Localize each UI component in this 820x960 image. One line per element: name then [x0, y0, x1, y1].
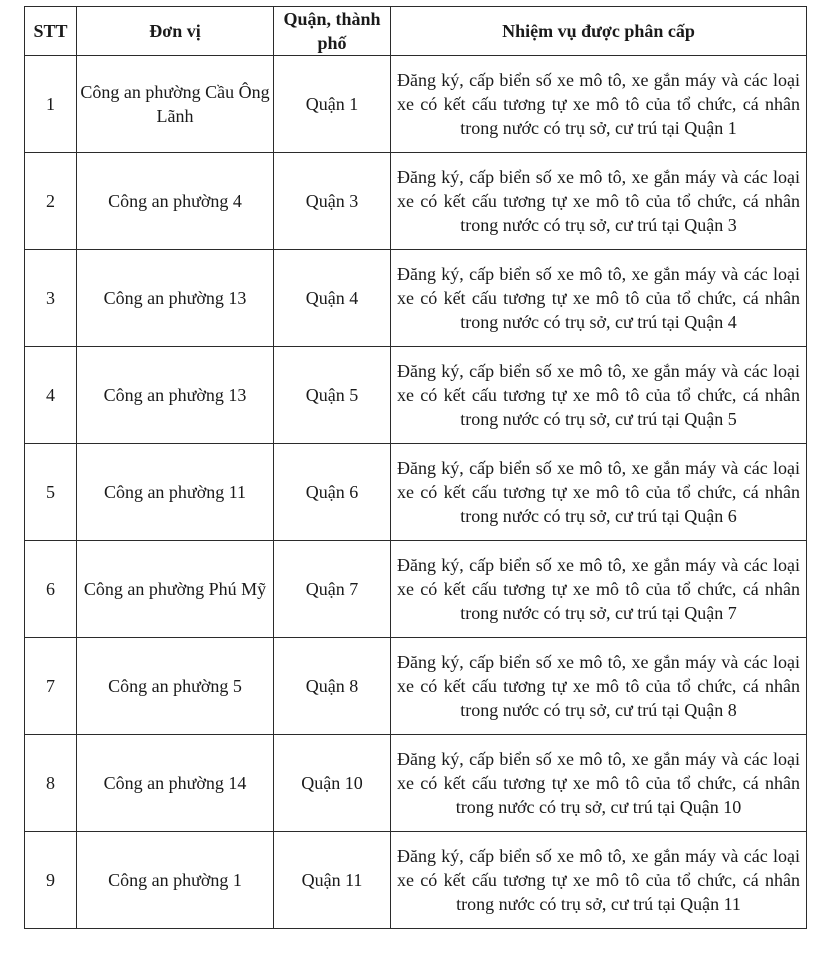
- cell-task: Đăng ký, cấp biển số xe mô tô, xe gắn máy và các loại xe có kết cấu tương tự xe mô tô của tổ chức, cá nhân trong nước có trụ sở, cư trú tại Quận 11: [391, 832, 807, 929]
- cell-district: Quận 7: [274, 541, 391, 638]
- cell-district: Quận 1: [274, 56, 391, 153]
- cell-district: Quận 5: [274, 347, 391, 444]
- cell-unit: Công an phường Cầu Ông Lãnh: [77, 56, 274, 153]
- cell-unit: Công an phường 14: [77, 735, 274, 832]
- cell-stt: 8: [25, 735, 77, 832]
- cell-task: Đăng ký, cấp biển số xe mô tô, xe gắn máy và các loại xe có kết cấu tương tự xe mô tô của tổ chức, cá nhân trong nước có trụ sở, cư trú tại Quận 1: [391, 56, 807, 153]
- cell-district: Quận 4: [274, 250, 391, 347]
- cell-stt: 5: [25, 444, 77, 541]
- table-row: [25, 638, 807, 735]
- cell-unit: Công an phường 13: [77, 250, 274, 347]
- cell-task: Đăng ký, cấp biển số xe mô tô, xe gắn máy và các loại xe có kết cấu tương tự xe mô tô của tổ chức, cá nhân trong nước có trụ sở, cư trú tại Quận 6: [391, 444, 807, 541]
- cell-unit: Công an phường Phú Mỹ: [77, 541, 274, 638]
- cell-district: Quận 3: [274, 153, 391, 250]
- table-row: [25, 250, 807, 347]
- cell-unit: Công an phường 4: [77, 153, 274, 250]
- cell-unit: Công an phường 5: [77, 638, 274, 735]
- table-row: [25, 735, 807, 832]
- cell-task: Đăng ký, cấp biển số xe mô tô, xe gắn máy và các loại xe có kết cấu tương tự xe mô tô của tổ chức, cá nhân trong nước có trụ sở, cư trú tại Quận 8: [391, 638, 807, 735]
- cell-stt: 9: [25, 832, 77, 929]
- table-row: [25, 541, 807, 638]
- cell-unit: Công an phường 1: [77, 832, 274, 929]
- header-district: Quận, thành phố: [274, 7, 391, 56]
- cell-task: Đăng ký, cấp biển số xe mô tô, xe gắn máy và các loại xe có kết cấu tương tự xe mô tô của tổ chức, cá nhân trong nước có trụ sở, cư trú tại Quận 4: [391, 250, 807, 347]
- cell-stt: 2: [25, 153, 77, 250]
- cell-stt: 3: [25, 250, 77, 347]
- cell-task: Đăng ký, cấp biển số xe mô tô, xe gắn máy và các loại xe có kết cấu tương tự xe mô tô của tổ chức, cá nhân trong nước có trụ sở, cư trú tại Quận 10: [391, 735, 807, 832]
- header-unit: Đơn vị: [77, 7, 274, 56]
- table-row: [25, 153, 807, 250]
- cell-stt: 1: [25, 56, 77, 153]
- table-row: [25, 444, 807, 541]
- header-task: Nhiệm vụ được phân cấp: [391, 7, 807, 56]
- cell-district: Quận 6: [274, 444, 391, 541]
- header-stt: STT: [25, 7, 77, 56]
- table-header-row: [25, 7, 807, 56]
- delegation-table: [24, 6, 807, 929]
- cell-task: Đăng ký, cấp biển số xe mô tô, xe gắn máy và các loại xe có kết cấu tương tự xe mô tô của tổ chức, cá nhân trong nước có trụ sở, cư trú tại Quận 7: [391, 541, 807, 638]
- cell-district: Quận 8: [274, 638, 391, 735]
- cell-unit: Công an phường 11: [77, 444, 274, 541]
- cell-stt: 4: [25, 347, 77, 444]
- cell-district: Quận 11: [274, 832, 391, 929]
- cell-district: Quận 10: [274, 735, 391, 832]
- cell-task: Đăng ký, cấp biển số xe mô tô, xe gắn máy và các loại xe có kết cấu tương tự xe mô tô của tổ chức, cá nhân trong nước có trụ sở, cư trú tại Quận 5: [391, 347, 807, 444]
- table-row: [25, 56, 807, 153]
- cell-unit: Công an phường 13: [77, 347, 274, 444]
- table-row: [25, 832, 807, 929]
- table-row: [25, 347, 807, 444]
- cell-task: Đăng ký, cấp biển số xe mô tô, xe gắn máy và các loại xe có kết cấu tương tự xe mô tô của tổ chức, cá nhân trong nước có trụ sở, cư trú tại Quận 3: [391, 153, 807, 250]
- cell-stt: 6: [25, 541, 77, 638]
- cell-stt: 7: [25, 638, 77, 735]
